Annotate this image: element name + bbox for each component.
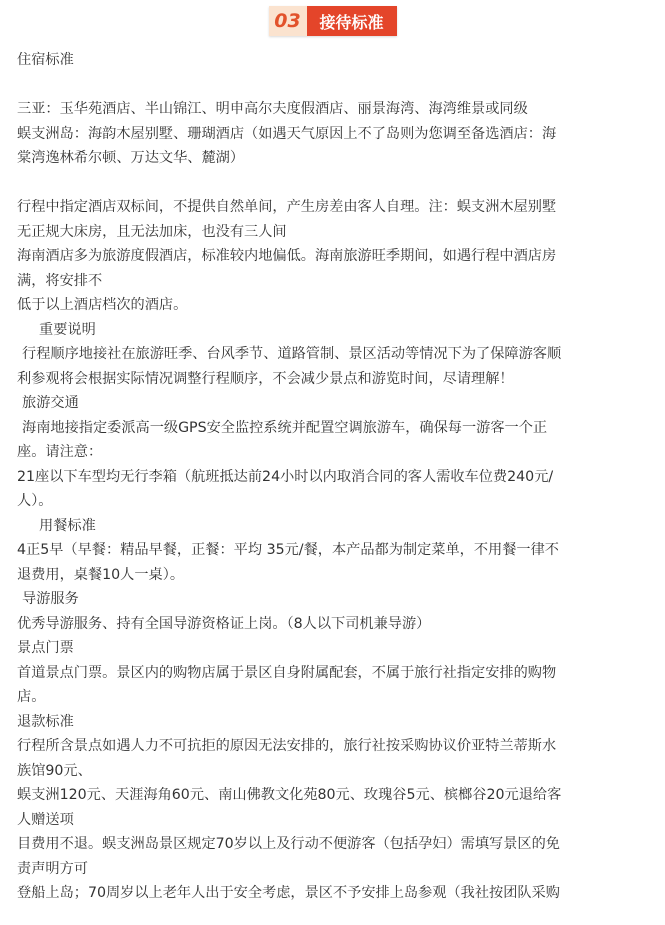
spacer bbox=[17, 171, 653, 196]
refund-text-cont: 族馆90元、 bbox=[17, 762, 92, 779]
guide-heading: 导游服务 bbox=[22, 591, 79, 607]
refund-heading: 退款标准 bbox=[17, 713, 74, 730]
room-note: 行程中指定酒店双标间，不提供自然单间，产生房差由客人自理。注：蜈支洲木屋别墅 bbox=[17, 199, 557, 215]
important-text: 行程顺序地接社在旅游旺季、台风季节、道路管制、景区活动等情况下为了保障游客顺 bbox=[22, 346, 562, 362]
refund-age-note-cont: 责声明方可 bbox=[17, 860, 88, 877]
refund-prices-cont: 人赠送项 bbox=[17, 811, 74, 828]
important-text-cont: 利参观将会根据实际情况调整行程顺序，不会减少景点和游览时间，尽请理解！ bbox=[17, 370, 514, 387]
tickets-text: 首道景点门票。景区内的购物店属于景区自身附属配套，不属于旅行社指定安排的购物 bbox=[17, 664, 557, 681]
transport-text-cont: 座。请注意： bbox=[17, 444, 103, 460]
guide-text: 优秀导游服务、持有全国导游资格证上岗。（8人以下司机兼导游） bbox=[17, 615, 431, 632]
section-title: 接待标准 bbox=[307, 6, 397, 36]
refund-boarding-note: 登船上岛；70周岁以上老年人出于安全考虑，景区不予安排上岛参观（我社按团队采购 bbox=[17, 885, 560, 901]
document-body bbox=[17, 48, 653, 906]
hainan-hotel-note: 海南酒店多为旅游度假酒店，标准较内地偏低。海南旅游旺季期间，如遇行程中酒店房 bbox=[17, 248, 557, 264]
transport-luggage-note: 21座以下车型均无行李箱（航班抵达前24小时以内取消合同的客人需收车位费240元/ bbox=[17, 468, 554, 485]
hainan-hotel-note-end: 低于以上酒店档次的酒店。 bbox=[17, 297, 188, 313]
meal-heading: 用餐标准 bbox=[39, 517, 96, 534]
refund-age-note: 目费用不退。蜈支洲岛景区规定70岁以上及行动不便游客（包括孕妇）需填写景区的免 bbox=[17, 836, 560, 852]
tickets-heading: 景点门票 bbox=[17, 640, 74, 656]
refund-prices: 蜈支洲120元、天涯海角60元、南山佛教文化苑80元、玫瑰谷5元、槟榔谷20元退给客 bbox=[17, 787, 562, 803]
section-badge bbox=[269, 6, 397, 36]
transport-luggage-note-cont: 人）。 bbox=[17, 493, 53, 509]
important-heading: 重要说明 bbox=[39, 321, 96, 338]
accommodation-wuzhizhou: 蜈支洲岛：海韵木屋别墅、珊瑚酒店（如遇天气原因上不了岛则为您调至备选酒店：海 bbox=[17, 125, 557, 142]
accommodation-heading: 住宿标准 bbox=[17, 52, 74, 68]
accommodation-sanya: 三亚：玉华苑酒店、半山锦江、明申高尔夫度假酒店、丽景海湾、海湾维景或同级 bbox=[17, 101, 528, 117]
meal-text: 4正5早（早餐：精品早餐，正餐：平均 35元/餐，本产品都为制定菜单，不用餐一律不 bbox=[17, 542, 559, 558]
meal-text-cont: 退费用，桌餐10人一桌）。 bbox=[17, 566, 185, 583]
refund-text: 行程所含景点如遇人力不可抗拒的原因无法安排的，旅行社按采购协议价亚特兰蒂斯水 bbox=[17, 738, 557, 754]
accommodation-wuzhizhou-cont: 棠湾逸林希尔顿、万达文华、麓湖） bbox=[17, 150, 245, 166]
spacer bbox=[17, 73, 653, 98]
transport-heading: 旅游交通 bbox=[22, 395, 79, 411]
hainan-hotel-note-cont: 满，将安排不 bbox=[17, 272, 103, 289]
section-header bbox=[0, 6, 665, 38]
section-number: 03 bbox=[269, 6, 307, 36]
transport-text: 海南地接指定委派高一级GPS安全监控系统并配置空调旅游车，确保每一游客一个正 bbox=[22, 419, 548, 436]
tickets-text-cont: 店。 bbox=[17, 689, 46, 705]
room-note-cont: 无正规大床房，且无法加床，也没有三人间 bbox=[17, 223, 287, 240]
